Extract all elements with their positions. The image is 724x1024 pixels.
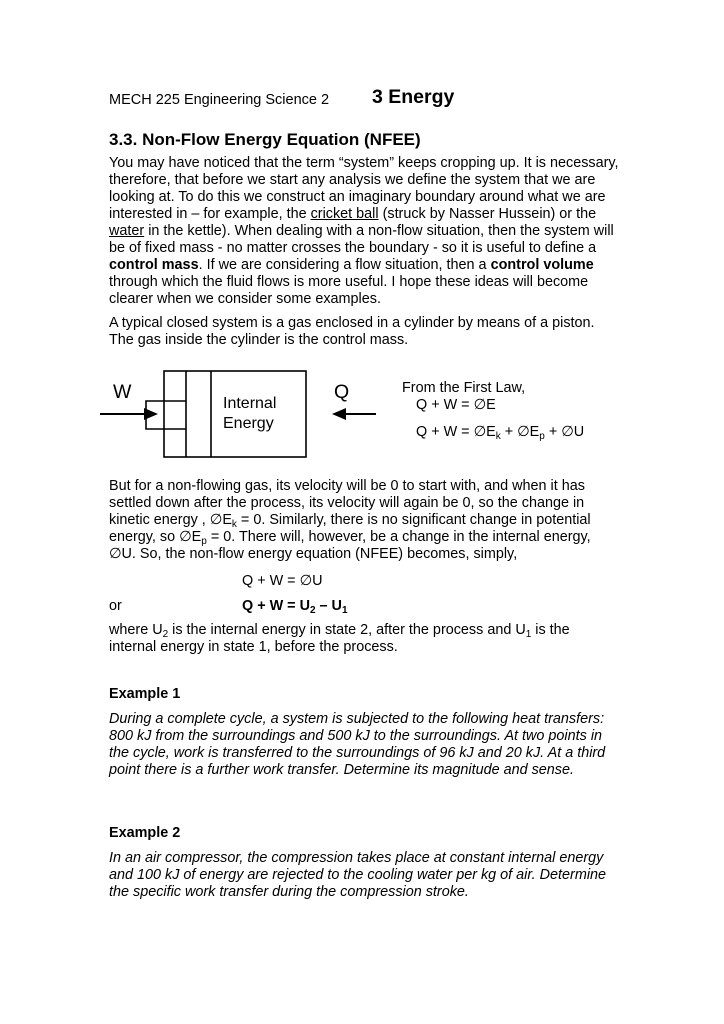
example-2-text: In an air compressor, the compression takes place at constant internal energy and 100 kJ of energy are rejected to the cooling water per kg of air. Determine the specific work transfer during the compression stroke. bbox=[109, 850, 607, 900]
internal-word: Internal bbox=[223, 395, 277, 412]
section-title: 3.3. Non-Flow Energy Equation (NFEE) bbox=[109, 130, 421, 149]
eq2-sub-k: k bbox=[495, 431, 501, 442]
eq4-part-b: – U bbox=[315, 598, 342, 614]
eq4-sub-1: 1 bbox=[341, 605, 348, 616]
p4-sub-1: 1 bbox=[525, 629, 532, 640]
eq2-part-b: + ∅E bbox=[500, 424, 540, 440]
p4-part-a: where U bbox=[109, 622, 163, 638]
p4-sub-2: 2 bbox=[162, 629, 169, 640]
example-2-heading: Example 2 bbox=[109, 825, 181, 841]
p3-part-b: = 0. Similarly, there is no significant change in potential energy, so ∅E bbox=[109, 512, 591, 545]
nfee-final-equation bbox=[242, 598, 348, 615]
intro-paragraph bbox=[109, 155, 619, 308]
cricket-ball-text: cricket ball bbox=[310, 206, 379, 222]
intro-text-d: . If we are considering a flow situation, then a bbox=[198, 257, 491, 273]
p3-part-a: But for a non-flowing gas, its velocity will be 0 to start with, and when it has settled down after the process, its velocity will again be 0, so the change in kinetic energy , ∅E bbox=[109, 478, 585, 528]
heat-label: Q bbox=[334, 381, 350, 403]
closed-system-paragraph: A typical closed system is a gas enclosed in a cylinder by means of a piston. The gas inside the cylinder is the control mass. bbox=[109, 315, 595, 348]
example-1-text: During a complete cycle, a system is subjected to the following heat transfers: 800 kJ from the surroundings and 500 kJ to the surroundings. At two points in the cycle, work is transferred to the surroundings of 96 kJ and 20 kJ. At a third point there is a further work transfer. Determine its magnitude and sense. bbox=[109, 711, 606, 778]
control-mass-term: control mass bbox=[109, 257, 199, 273]
non-flowing-gas-paragraph bbox=[109, 478, 619, 563]
intro-text-e: through which the fluid flows is more useful. I hope these ideas will become clearer when we consider some examples. bbox=[109, 274, 589, 307]
eq2-part-c: + ∅U bbox=[544, 424, 585, 440]
first-law-expanded-equation bbox=[416, 424, 584, 441]
course-header: MECH 225 Engineering Science 2 bbox=[109, 92, 330, 108]
internal-energy-label bbox=[223, 394, 276, 434]
water-text: water bbox=[109, 223, 145, 239]
heat-arrow-head bbox=[332, 408, 346, 420]
work-label: W bbox=[113, 381, 132, 403]
p3-sub-p: p bbox=[201, 536, 207, 547]
first-law-equation: Q + W = ∅E bbox=[416, 397, 496, 413]
eq2-sub-p: p bbox=[539, 431, 545, 442]
eq4-sub-2: 2 bbox=[309, 605, 316, 616]
intro-text-a: You may have noticed that the term “system” keeps cropping up. It is necessary, therefore, that before we start any analysis we define the system that we are looking at. To do this we construct an imaginary boundary around what we are interested in – for example, the bbox=[109, 155, 619, 222]
nfee-equation: Q + W = ∅U bbox=[242, 573, 323, 589]
chapter-title: 3 Energy bbox=[372, 86, 455, 108]
intro-text-b: (struck by Nasser Hussein) or the bbox=[378, 206, 597, 222]
control-volume-term: control volume bbox=[490, 257, 594, 273]
example-1-heading: Example 1 bbox=[109, 686, 181, 702]
work-arrow-head bbox=[144, 408, 158, 420]
p3-sub-k: k bbox=[231, 519, 237, 530]
first-law-heading: From the First Law, bbox=[402, 380, 526, 396]
or-label: or bbox=[109, 598, 122, 614]
intro-text-c: in the kettle). When dealing with a non-flow situation, then the system will be of fixed mass - no matter crosses the boundary - so it is useful to define a bbox=[109, 223, 614, 256]
state-definition-paragraph bbox=[109, 622, 619, 656]
eq2-part-a: Q + W = ∅E bbox=[416, 424, 496, 440]
p4-part-b: is the internal energy in state 2, after the process and U bbox=[168, 622, 526, 638]
p4-part-c: is the internal energy in state 1, before the process. bbox=[109, 622, 570, 655]
energy-word: Energy bbox=[223, 415, 274, 432]
eq4-part-a: Q + W = U bbox=[242, 598, 310, 614]
p3-part-c: = 0. There will, however, be a change in the internal energy, ∅U. So, the non-flow energy equation (NFEE) becomes, simply, bbox=[109, 529, 591, 562]
